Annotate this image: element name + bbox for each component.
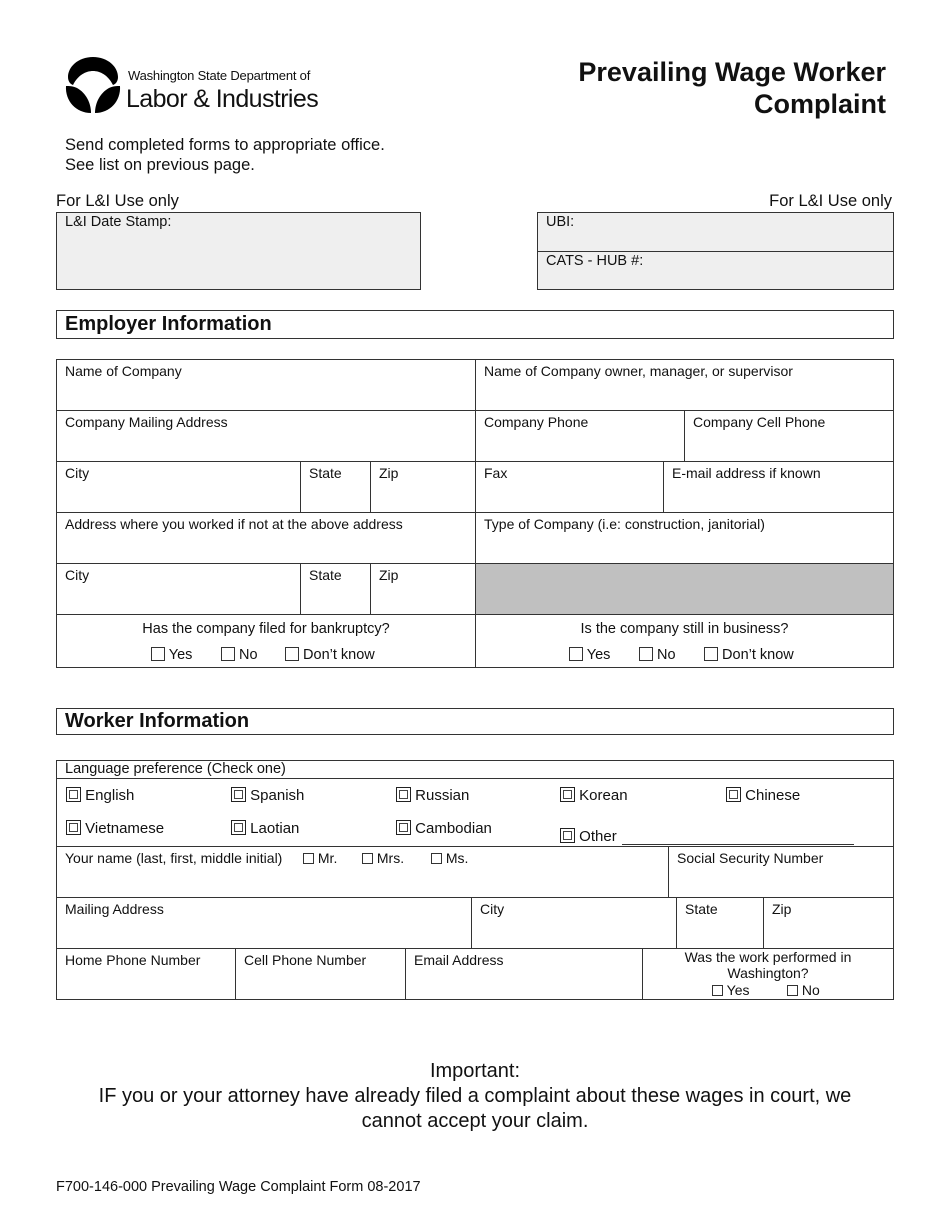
language-label: Chinese (745, 787, 801, 804)
worker-state-field[interactable]: State (676, 897, 764, 949)
checkbox-icon[interactable] (221, 647, 235, 661)
option-label: Yes (586, 647, 611, 663)
in-business-no-option[interactable] (639, 647, 676, 663)
title-mr-option[interactable] (303, 850, 337, 866)
language-label: Vietnamese (85, 820, 165, 837)
checkbox-icon[interactable] (569, 647, 583, 661)
important-line2: cannot accept your claim. (361, 1110, 589, 1132)
language-russian-option[interactable] (396, 787, 469, 804)
office-use-label-right: For L&I Use only (769, 192, 892, 210)
cats-label: CATS - HUB #: (546, 253, 644, 269)
language-options (56, 778, 894, 847)
office-use-label-left: For L&I Use only (56, 192, 179, 210)
bankruptcy-question: Has the company filed for bankruptcy? (142, 621, 390, 637)
in-business-question: Is the company still in business? (580, 621, 789, 637)
company-cell-phone-field[interactable]: Company Cell Phone (684, 410, 894, 462)
option-label: Mrs. (376, 850, 405, 866)
option-label: No (657, 647, 676, 663)
worker-zip-field[interactable]: Zip (763, 897, 894, 949)
important-notice (0, 1059, 950, 1134)
form-title (578, 56, 886, 120)
checkbox-icon[interactable] (362, 853, 373, 864)
language-label: Laotian (250, 820, 300, 837)
checkbox-icon[interactable] (726, 787, 741, 802)
agency-name-line2: Labor & Industries (126, 85, 319, 113)
company-type-field[interactable]: Type of Company (i.e: construction, janitorial) (475, 512, 894, 564)
bankruptcy-question-cell (56, 614, 476, 668)
work-state-field[interactable]: State (300, 563, 371, 615)
checkbox-icon[interactable] (639, 647, 653, 661)
bankruptcy-no-option[interactable] (221, 647, 258, 663)
other-language-input[interactable] (622, 844, 854, 845)
agency-name-line1: Washington State Department of (128, 68, 311, 83)
company-owner-field[interactable]: Name of Company owner, manager, or supervisor (475, 359, 894, 411)
language-label: Russian (415, 787, 470, 804)
company-name-field[interactable]: Name of Company (56, 359, 476, 411)
question-line1: Was the work performed in (684, 949, 852, 965)
shaded-blank-cell (475, 563, 894, 615)
checkbox-icon[interactable] (431, 853, 442, 864)
checkbox-icon[interactable] (560, 828, 575, 843)
home-phone-field[interactable]: Home Phone Number (56, 948, 236, 1000)
option-label: Don’t know (722, 647, 794, 663)
language-vietnamese-option[interactable] (66, 820, 164, 837)
language-laotian-option[interactable] (231, 820, 299, 837)
company-fax-field[interactable]: Fax (475, 461, 664, 513)
language-chinese-option[interactable] (726, 787, 800, 804)
work-in-wa-no-option[interactable] (787, 982, 820, 998)
instructions-line1: Send completed forms to appropriate office. (65, 136, 385, 154)
checkbox-icon[interactable] (285, 647, 299, 661)
ubi-box (537, 212, 894, 252)
option-label: Don’t know (303, 647, 375, 663)
language-label: Spanish (250, 787, 305, 804)
work-city-field[interactable]: City (56, 563, 301, 615)
instructions-line2: See list on previous page. (65, 156, 255, 174)
checkbox-icon[interactable] (704, 647, 718, 661)
checkbox-icon[interactable] (712, 985, 723, 996)
work-in-washington-cell (642, 948, 894, 1000)
checkbox-icon[interactable] (151, 647, 165, 661)
checkbox-icon[interactable] (231, 787, 246, 802)
language-preference-label: Language preference (Check one) (56, 760, 894, 779)
work-zip-field[interactable]: Zip (370, 563, 476, 615)
language-label: Korean (579, 787, 628, 804)
worker-email-field[interactable]: Email Address (405, 948, 643, 1000)
language-label: English (85, 787, 135, 804)
option-label: Mr. (317, 850, 338, 866)
company-city-field[interactable]: City (56, 461, 301, 513)
form-id-footer: F700-146-000 Prevailing Wage Complaint Form 08-2017 (56, 1179, 421, 1195)
in-business-dont-know-option[interactable] (704, 647, 794, 663)
bankruptcy-yes-option[interactable] (151, 647, 192, 663)
worker-section-title: Worker Information (56, 708, 894, 735)
language-korean-option[interactable] (560, 787, 628, 804)
agency-logo-icon (64, 55, 122, 115)
company-mailing-address-field[interactable]: Company Mailing Address (56, 410, 476, 462)
checkbox-icon[interactable] (787, 985, 798, 996)
work-in-wa-yes-option[interactable] (712, 982, 749, 998)
checkbox-icon[interactable] (66, 787, 81, 802)
date-stamp-box (56, 212, 421, 290)
title-mrs-option[interactable] (362, 850, 404, 866)
option-label: No (801, 982, 820, 998)
instructions (65, 135, 385, 175)
form-title-line1: Prevailing Wage Worker (578, 57, 886, 87)
important-line1: IF you or your attorney have already filed a complaint about these wages in court, we (98, 1085, 852, 1107)
worker-name-field[interactable] (56, 846, 669, 898)
ubi-label: UBI: (546, 214, 575, 230)
company-zip-field[interactable]: Zip (370, 461, 476, 513)
language-cambodian-option[interactable] (396, 820, 492, 837)
in-business-question-cell (475, 614, 894, 668)
worker-city-field[interactable]: City (471, 897, 677, 949)
language-spanish-option[interactable] (231, 787, 304, 804)
language-label: Other (579, 828, 617, 845)
option-label: Ms. (445, 850, 469, 866)
worker-mailing-address-field[interactable]: Mailing Address (56, 897, 472, 949)
title-ms-option[interactable] (431, 850, 468, 866)
in-business-yes-option[interactable] (569, 647, 610, 663)
work-in-washington-question (643, 949, 893, 981)
worker-name-label: Your name (last, first, middle initial) (65, 850, 283, 866)
language-label: Cambodian (415, 820, 492, 837)
option-label: No (239, 647, 258, 663)
option-label: Yes (168, 647, 193, 663)
date-stamp-label: L&I Date Stamp: (65, 214, 172, 230)
option-label: Yes (726, 982, 750, 998)
checkbox-icon[interactable] (396, 787, 411, 802)
checkbox-icon[interactable] (231, 820, 246, 835)
important-heading: Important: (429, 1060, 521, 1082)
company-phone-field[interactable]: Company Phone (475, 410, 685, 462)
language-other-option[interactable] (560, 828, 617, 845)
company-state-field[interactable]: State (300, 461, 371, 513)
checkbox-icon[interactable] (560, 787, 575, 802)
question-line2: Washington? (727, 965, 809, 981)
checkbox-icon[interactable] (66, 820, 81, 835)
language-english-option[interactable] (66, 787, 134, 804)
form-title-line2: Complaint (754, 89, 886, 119)
checkbox-icon[interactable] (396, 820, 411, 835)
worker-cell-phone-field[interactable]: Cell Phone Number (235, 948, 406, 1000)
bankruptcy-dont-know-option[interactable] (285, 647, 375, 663)
employer-section-title: Employer Information (56, 310, 894, 339)
ssn-field[interactable]: Social Security Number (668, 846, 894, 898)
work-address-field[interactable]: Address where you worked if not at the above address (56, 512, 476, 564)
cats-box (537, 251, 894, 290)
company-email-field[interactable]: E-mail address if known (663, 461, 894, 513)
checkbox-icon[interactable] (303, 853, 314, 864)
